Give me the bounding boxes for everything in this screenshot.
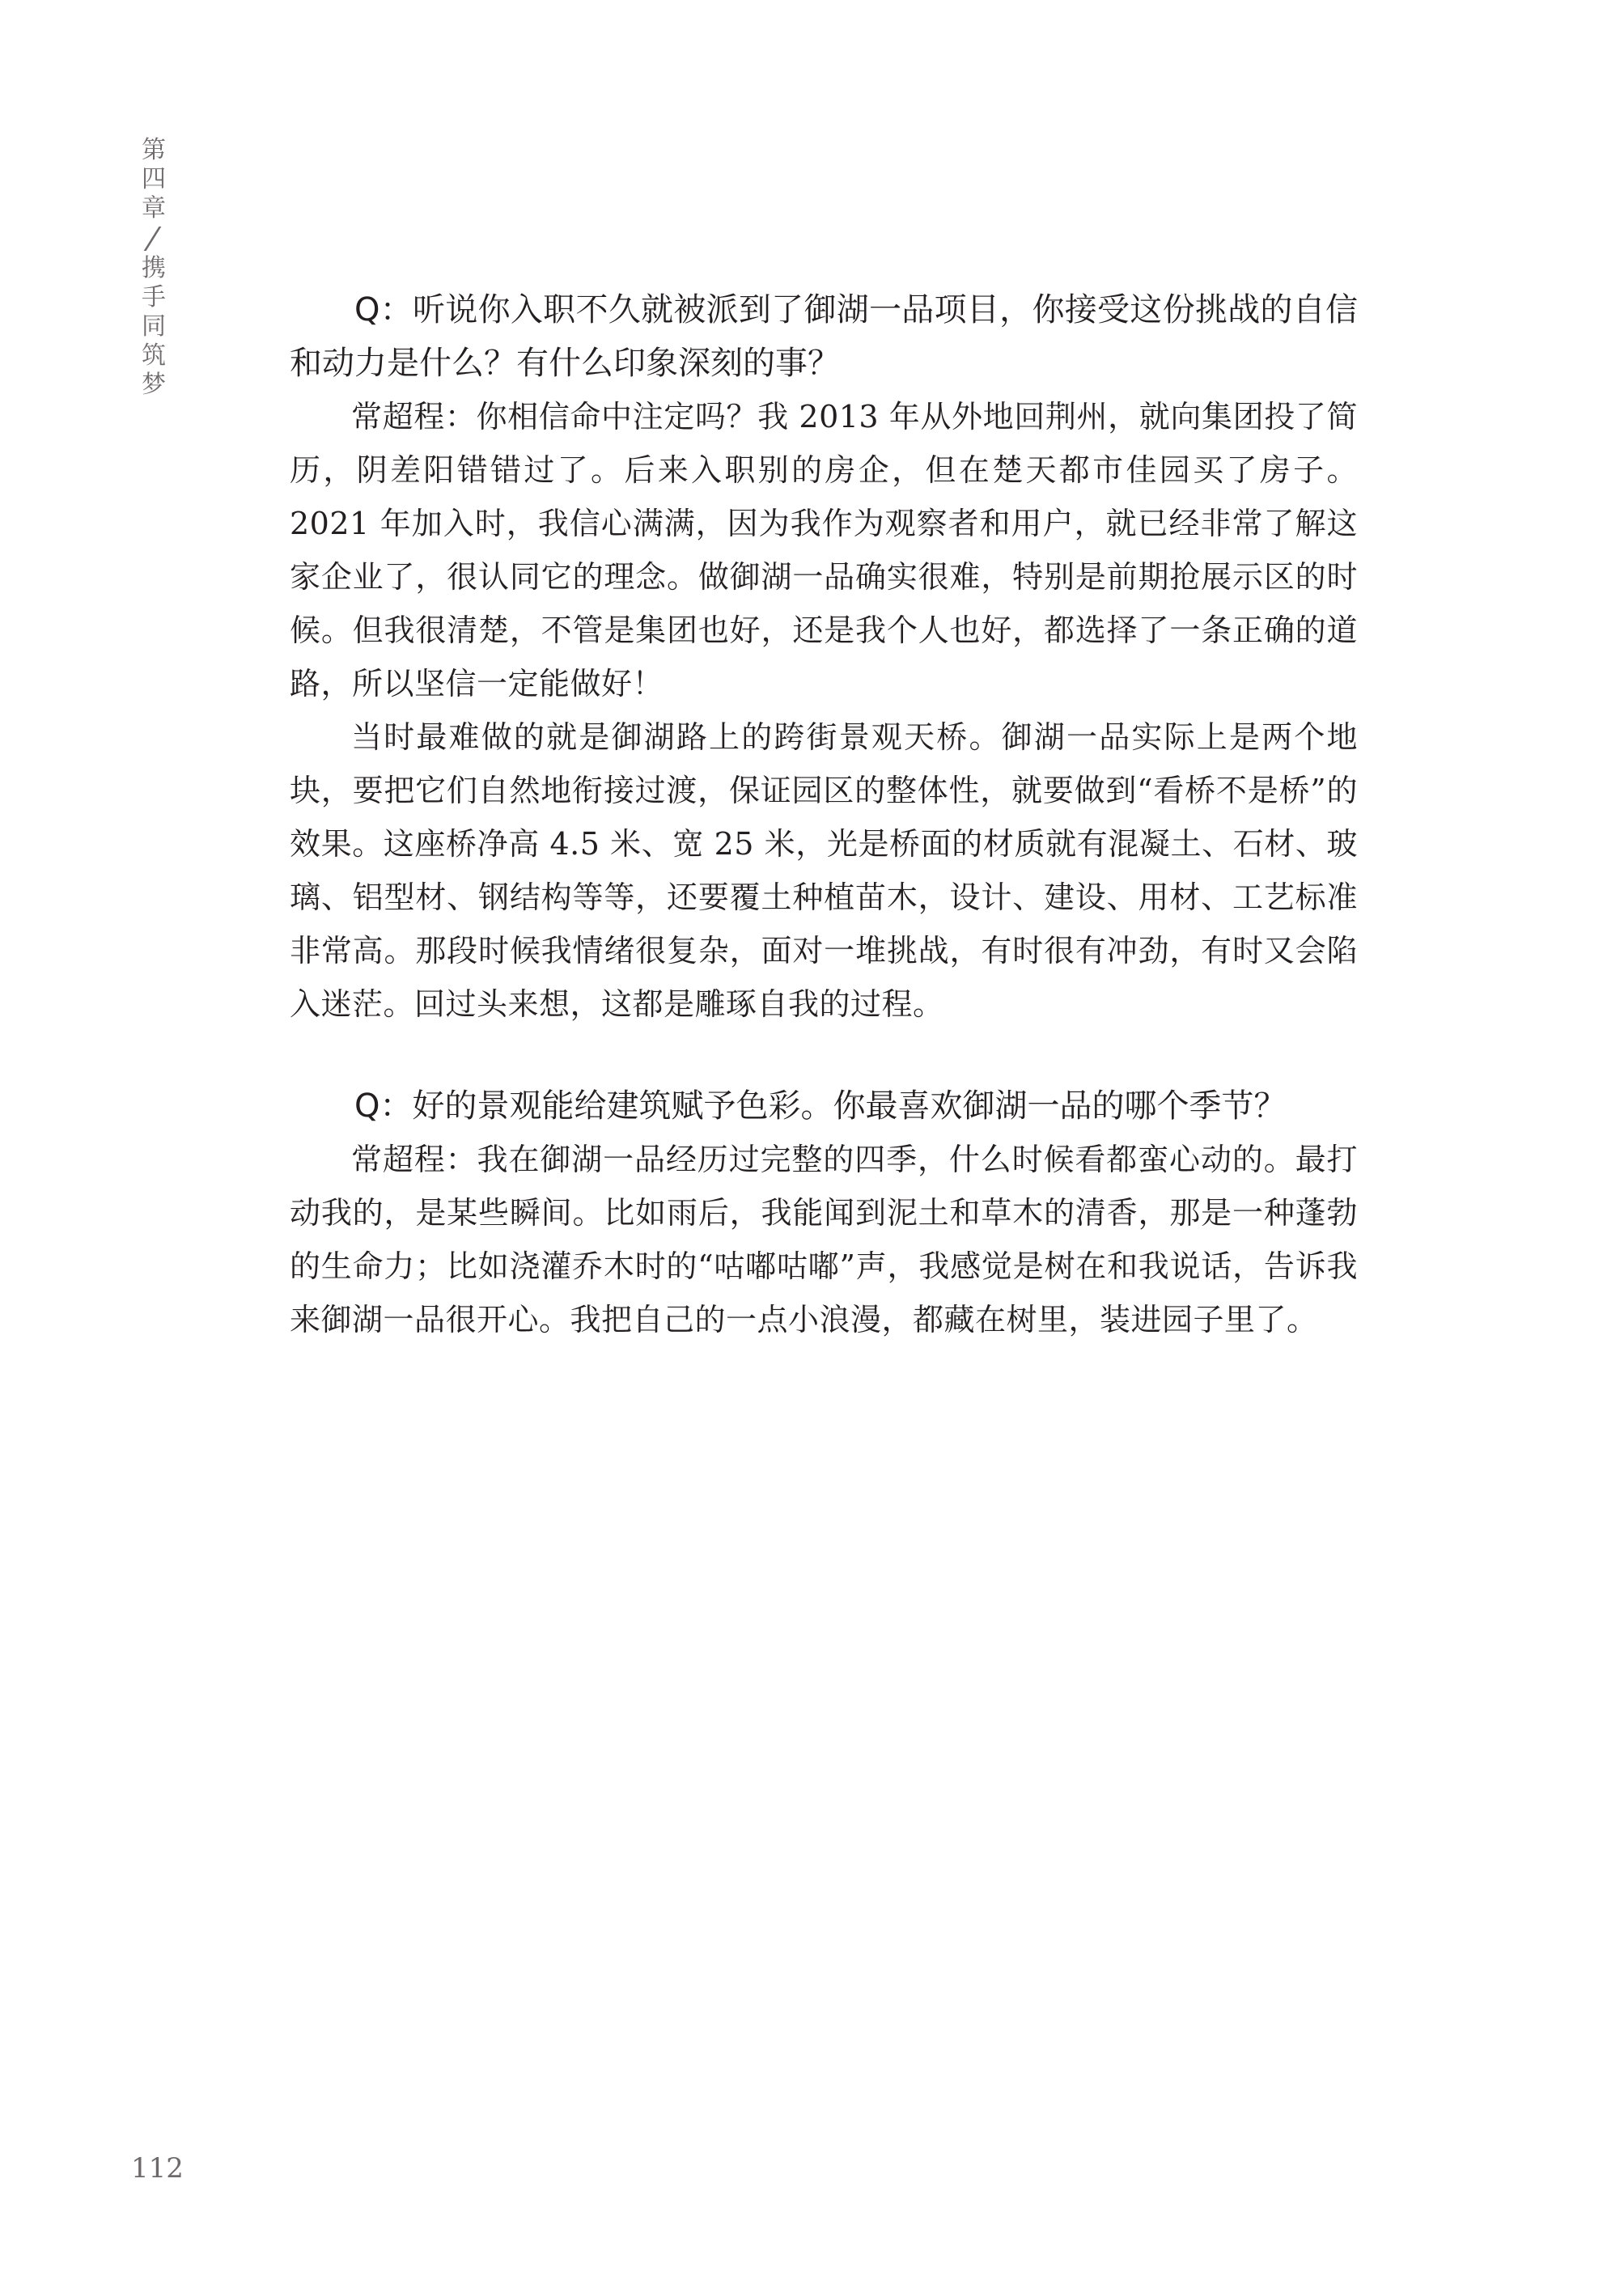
interview-section-1 [290, 283, 1358, 1031]
running-header-char: 梦 [142, 371, 166, 399]
running-header-char: 四 [142, 165, 166, 193]
running-header-char: 第 [142, 136, 166, 164]
page-number: 112 [131, 2152, 184, 2185]
running-header-slash [143, 227, 164, 251]
answer-paragraph: 当时最难做的就是御湖路上的跨街景观天桥。御湖一品实际上是两个地块，要把它们自然地衔接过渡，保证园区的整体性，就要做到“看桥不是桥”的效果。这座桥净高 4.5 米、宽 25 米，光是桥面的材质就有混凝土、石材、玻璃、铝型材、钢结构等等，还要覆土种植苗木，设计、建设、用材、工艺标准非常高。那段时候我情绪很复杂，面对一堆挑战，有时很有冲劲，有时又会陷入迷茫。回过头来想，这都是雕琢自我的过程。 [290, 719, 1358, 1022]
page-content [290, 283, 1358, 1346]
running-header-char: 章 [142, 194, 166, 223]
answer-paragraph: 常超程：我在御湖一品经历过完整的四季，什么时候看都蛮心动的。最打动我的，是某些瞬间。比如雨后，我能闻到泥土和草木的清香，那是一种蓬勃的生命力；比如浇灌乔木时的“咕嘟咕嘟”声，我感觉是树在和我说话，告诉我来御湖一品很开心。我把自己的一点小浪漫，都藏在树里，装进园子里了。 [290, 1142, 1358, 1337]
running-header-char: 携 [142, 254, 166, 282]
question-heading: Q：好的景观能给建筑赋予色彩。你最喜欢御湖一品的哪个季节？ [354, 1087, 1287, 1125]
running-header-char: 筑 [142, 341, 166, 370]
running-header-char: 同 [142, 312, 166, 341]
question-heading: Q：听说你入职不久就被派到了御湖一品项目，你接受这份挑战的自信和动力是什么？有什么印象深刻的事？ [290, 291, 1358, 382]
answer-paragraph: 常超程：你相信命中注定吗？我 2013 年从外地回荆州，就向集团投了简历，阴差阳错错过了。后来入职别的房企，但在楚天都市佳园买了房子。2021 年加入时，我信心满满，因为我作为观察者和用户，就已经非常了解这家企业了，很认同它的理念。做御湖一品确实很难，特别是前期抢展示区的时候。但我很清楚，不管是集团也好，还是我个人也好，都选择了一条正确的道路，所以坚信一定能做好！ [290, 399, 1358, 701]
interview-section-2 [290, 1079, 1358, 1346]
section-gap [290, 1031, 1358, 1079]
running-header-char: 手 [142, 283, 166, 312]
running-header [134, 136, 174, 400]
